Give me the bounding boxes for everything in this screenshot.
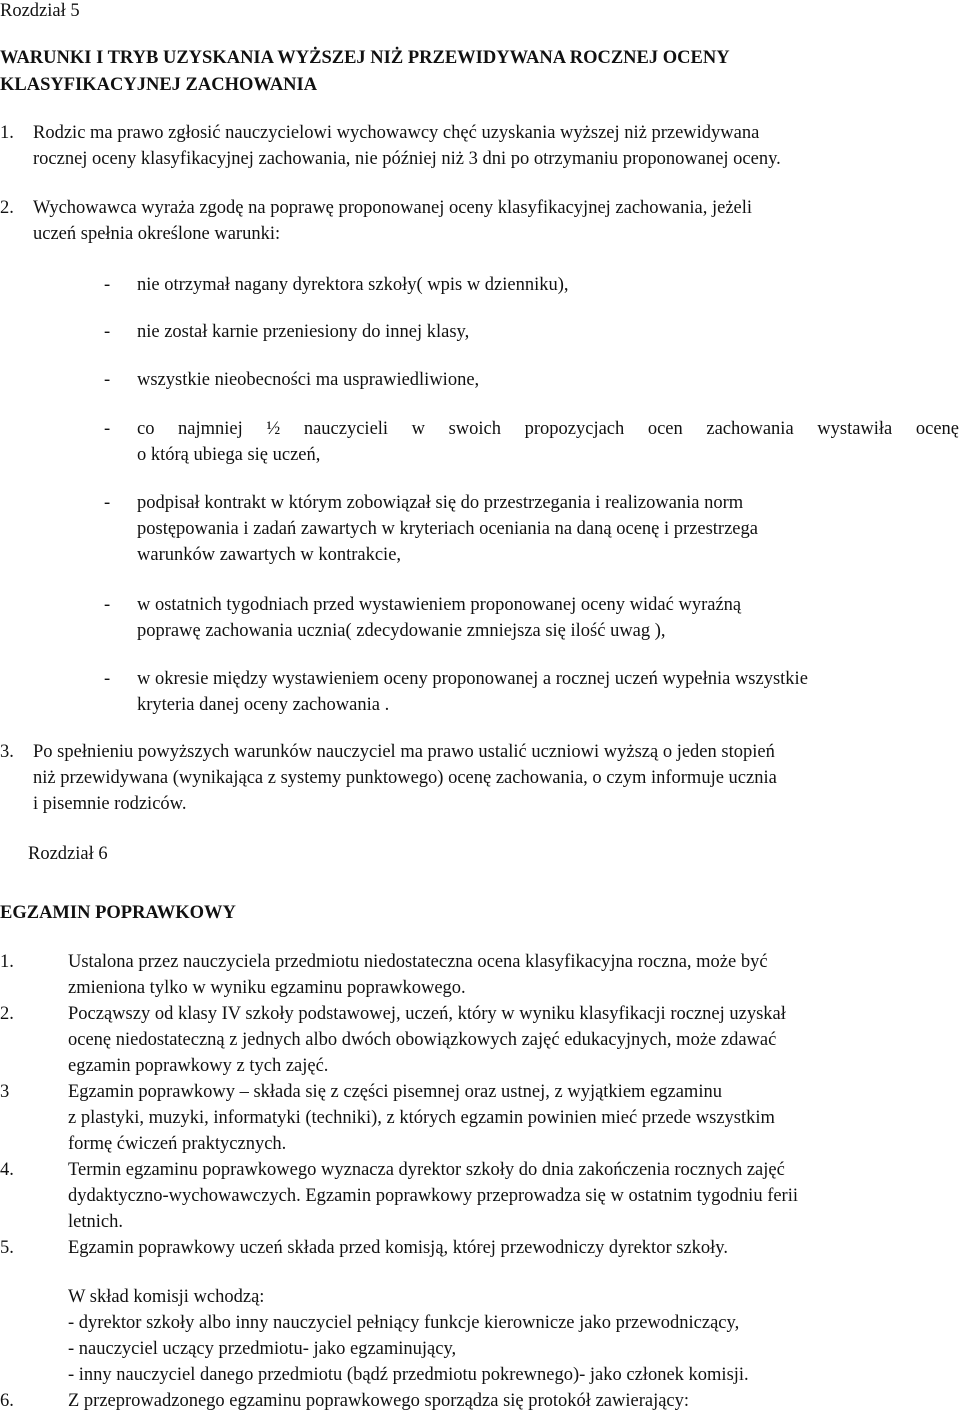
- condition-6-line-1: w ostatnich tygodniach przed wystawieniem proponowanej oceny widać wyraźną: [137, 595, 742, 615]
- exam-item-6-line-1: Z przeprowadzonego egzaminu poprawkowego sporządza się protokół zawierający:: [68, 1391, 690, 1411]
- exam-item-5-line-1: Egzamin poprawkowy uczeń składa przed komisją, której przewodniczy dyrektor szkoły.: [68, 1238, 728, 1258]
- exam-item-2-line-3: egzamin poprawkowy z tych zajęć.: [68, 1056, 329, 1076]
- exam-item-4-line-1: Termin egzaminu poprawkowego wyznacza dyrektor szkoły do dnia zakończenia rocznych zajęć: [68, 1160, 785, 1180]
- point-3-line-1: Po spełnieniu powyższych warunków nauczyciel ma prawo ustalić uczniowi wyższą o jeden stopień: [33, 742, 775, 762]
- condition-5-line-2: postępowania i zadań zawartych w kryteriach oceniania na daną ocenę i przestrzega: [137, 519, 758, 539]
- condition-7-line-2: kryteria danej oceny zachowania .: [137, 695, 390, 715]
- condition-6-line-2: poprawę zachowania ucznia( zdecydowanie zmniejsza się ilość uwag ),: [137, 621, 666, 641]
- chapter-6-heading: Rozdział 6: [28, 844, 108, 864]
- exam-item-5-number: 5.: [0, 1238, 14, 1258]
- condition-7-dash: -: [104, 669, 111, 689]
- committee-title: W skład komisji wchodzą:: [68, 1287, 265, 1307]
- condition-1-line-1: nie otrzymał nagany dyrektora szkoły( wpis w dzienniku),: [137, 275, 569, 295]
- condition-1-dash: -: [104, 275, 111, 295]
- committee-member-3: - inny nauczyciel danego przedmiotu (bądź przedmiotu pokrewnego)- jako członek komisji.: [68, 1365, 749, 1385]
- condition-2-line-1: nie został karnie przeniesiony do innej klasy,: [137, 322, 470, 342]
- point-2-number: 2.: [0, 198, 14, 218]
- committee-member-1: - dyrektor szkoły albo inny nauczyciel pełniący funkcje kierownicze jako przewodniczący,: [68, 1313, 740, 1333]
- exam-item-1-line-1: Ustalona przez nauczyciela przedmiotu niedostateczna ocena klasyfikacyjna roczna, może być: [68, 952, 768, 972]
- point-1-line-1: Rodzic ma prawo zgłosić nauczycielowi wychowawcy chęć uzyskania wyższej niż przewidywana: [33, 123, 760, 143]
- exam-item-4-line-2: dydaktyczno-wychowawczych. Egzamin poprawkowy przeprowadza się w ostatnim tygodniu ferii: [68, 1186, 799, 1206]
- point-3-number: 3.: [0, 742, 14, 762]
- exam-item-4-number: 4.: [0, 1160, 14, 1180]
- condition-4-dash: -: [104, 419, 111, 439]
- point-1-line-2: rocznej oceny klasyfikacyjnej zachowania, nie później niż 3 dni po otrzymaniu proponowanej oceny.: [33, 149, 781, 169]
- condition-5-line-3: warunków zawartych w kontrakcie,: [137, 545, 402, 565]
- exam-item-4-line-3: letnich.: [68, 1212, 123, 1232]
- chapter-6-title: EGZAMIN POPRAWKOWY: [0, 903, 236, 923]
- condition-6-dash: -: [104, 595, 111, 615]
- condition-4-line-1: co najmniej ½ nauczycieli w swoich propozycjach ocen zachowania wystawiła ocenę: [137, 419, 959, 439]
- exam-item-2-number: 2.: [0, 1004, 14, 1024]
- condition-3-line-1: wszystkie nieobecności ma usprawiedliwione,: [137, 370, 480, 390]
- exam-item-2-line-2: ocenę niedostateczną z jednych albo dwóch obowiązkowych zajęć edukacyjnych, może zdawać: [68, 1030, 777, 1050]
- committee-member-2: - nauczyciel uczący przedmiotu- jako egzaminujący,: [68, 1339, 457, 1359]
- point-2-line-1: Wychowawca wyraża zgodę na poprawę proponowanej oceny klasyfikacyjnej zachowania, jeżeli: [33, 198, 753, 218]
- condition-5-dash: -: [104, 493, 111, 513]
- exam-item-2-line-1: Począwszy od klasy IV szkoły podstawowej, uczeń, który w wyniku klasyfikacji rocznej uzyskał: [68, 1004, 786, 1024]
- condition-5-line-1: podpisał kontrakt w którym zobowiązał się do przestrzegania i realizowania norm: [137, 493, 744, 513]
- exam-item-1-line-2: zmieniona tylko w wyniku egzaminu poprawkowego.: [68, 978, 466, 998]
- condition-7-line-1: w okresie między wystawieniem oceny proponowanej a rocznej uczeń wypełnia wszystkie: [137, 669, 808, 689]
- chapter-5-title-line-1: WARUNKI I TRYB UZYSKANIA WYŻSZEJ NIŻ PRZEWIDYWANA ROCZNEJ OCENY: [0, 48, 730, 68]
- chapter-5-title-line-2: KLASYFIKACYJNEJ ZACHOWANIA: [0, 75, 318, 95]
- exam-item-3-line-1: Egzamin poprawkowy – składa się z części pisemnej oraz ustnej, z wyjątkiem egzaminu: [68, 1082, 722, 1102]
- condition-2-dash: -: [104, 322, 111, 342]
- exam-item-6-number: 6.: [0, 1391, 14, 1411]
- exam-item-3-line-3: formę ćwiczeń praktycznych.: [68, 1134, 287, 1154]
- condition-4-line-2: o którą ubiega się uczeń,: [137, 445, 321, 465]
- condition-3-dash: -: [104, 370, 111, 390]
- exam-item-3-line-2: z plastyki, muzyki, informatyki (techniki), z których egzamin powinien mieć przede wszystkim: [68, 1108, 775, 1128]
- chapter-5-heading: Rozdział 5: [0, 1, 80, 21]
- point-3-line-3: i pisemnie rodziców.: [33, 794, 187, 814]
- exam-item-1-number: 1.: [0, 952, 14, 972]
- exam-item-3-number: 3: [0, 1082, 10, 1102]
- point-1-number: 1.: [0, 123, 14, 143]
- point-2-line-2: uczeń spełnia określone warunki:: [33, 224, 281, 244]
- point-3-line-2: niż przewidywana (wynikająca z systemy punktowego) ocenę zachowania, o czym informuje ucznia: [33, 768, 777, 788]
